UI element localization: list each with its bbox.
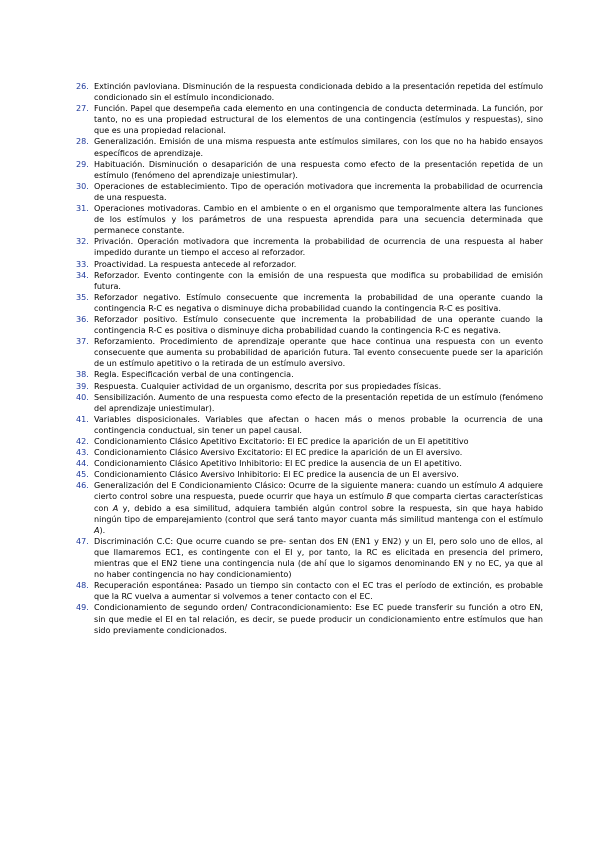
glossary-item-26 [76, 81, 543, 103]
item-number: 40. [76, 392, 89, 402]
item-term: Reforzador negativo. [94, 292, 181, 302]
glossary-item-27 [76, 103, 543, 136]
glossary-item-36 [76, 314, 543, 336]
item-definition: Estímulo consecuente que incrementa la probabilidad de una operante cuando la contingencia R-C es negativa o disminuye dicha probabilidad cuando la contingencia R-C es positiva. [94, 292, 543, 313]
item-definition: El EC predice la aparición de un El aversivo. [282, 448, 463, 458]
item-term: Función. [94, 104, 128, 114]
item-number: 48. [76, 581, 89, 591]
item-definition: Operación motivadora que incrementa la probabilidad de ocurrencia de una respuesta al haber impedido durante un tiempo el acceso al reforzador. [94, 237, 543, 258]
glossary-item-29 [76, 159, 543, 181]
item-term: Discriminación C.C: [94, 536, 174, 546]
glossary-item-44 [76, 458, 543, 469]
item-term: Variables disposicionales. [94, 414, 200, 424]
item-term: Recuperación espontánea: [94, 581, 202, 591]
item-term: Habituación. [94, 159, 145, 169]
glossary-item-42 [76, 436, 543, 447]
item-number: 26. [76, 82, 89, 91]
item-number: 31. [76, 204, 89, 214]
item-definition: El EC predice la ausencia de un El apetitivo. [282, 459, 462, 469]
item-number: 30. [76, 181, 89, 191]
item-definition: Disminución o desaparición de una respuesta como efecto de la presentación repetida de un estímulo (fenómeno del aprendizaje uniestimular). [94, 159, 543, 180]
item-definition: Emisión de una misma respuesta ante estímulos similares, con los que no ha habido ensayos específicos de aprendizaje. [94, 137, 543, 158]
glossary-item-31 [76, 203, 543, 236]
item-number: 33. [76, 259, 89, 269]
item-definition: Disminución de la respuesta condicionada debido a la presentación repetida del estímulo condicionado sin el estímulo incondicionado. [94, 82, 543, 103]
glossary-item-38 [76, 369, 543, 380]
item-term: Sensibilización. [94, 392, 156, 402]
glossary-item-34 [76, 270, 543, 292]
item-number: 43. [76, 448, 89, 458]
item-term: Condicionamiento Clásico Apetitivo Inhibitorio: [94, 459, 283, 469]
item-number: 46. [76, 481, 89, 491]
item-term: Extinción pavloviana. [94, 82, 181, 91]
glossary-item-43 [76, 447, 543, 458]
item-number: 38. [76, 370, 89, 380]
glossary-item-41 [76, 414, 543, 436]
glossary-item-46 [76, 480, 543, 535]
item-number: 37. [76, 337, 89, 347]
item-number: 36. [76, 314, 89, 324]
item-definition: Especificación verbal de una contingencia. [119, 370, 294, 380]
glossary-item-39 [76, 381, 543, 392]
item-number: 44. [76, 459, 89, 469]
glossary-item-47 [76, 536, 543, 580]
item-term: Respuesta. [94, 381, 139, 391]
item-term: Reforzador. [94, 270, 140, 280]
item-definition: Aumento de una respuesta como efecto de la presentación repetida de un estímulo (fenómeno del aprendizaje uniestimular). [94, 392, 543, 413]
item-term: Reforzador positivo. [94, 314, 178, 324]
item-number: 35. [76, 292, 89, 302]
item-number: 28. [76, 137, 89, 147]
item-term: Condicionamiento Clásico Aversivo Inhibitorio: [94, 470, 281, 480]
item-number: 32. [76, 237, 89, 247]
item-definition: Procedimiento de aprendizaje operante que hace continua una respuesta con un evento consecuente que aumenta su probabilidad de aparición futura. Tal evento consecuente puede ser la aparición de un estímulo apetitivo o la retirada de un estímulo aversivo. [94, 337, 543, 369]
item-definition: Estímulo consecuente que incrementa la probabilidad de una operante cuando la contingencia R-C es positiva o disminuye dicha probabilidad cuando la contingencia R-C es negativa. [94, 314, 543, 336]
item-term: Proactividad. [94, 259, 147, 269]
item-term: Generalización. [94, 137, 157, 147]
item-definition: Variables que afectan o hacen más o menos probable la ocurrencia de una contingencia conductual, sin tener un papel causal. [94, 414, 543, 435]
item-definition: Evento contingente con la emisión de una respuesta que modifica su probabilidad de emisión futura. [94, 270, 543, 291]
item-term: Privación. [94, 237, 134, 247]
glossary-list-b [76, 536, 543, 636]
item-number: 45. [76, 470, 89, 480]
glossary-page [76, 81, 543, 636]
glossary-item-37 [76, 336, 543, 369]
glossary-item-30 [76, 181, 543, 203]
item-number: 49. [76, 603, 89, 613]
item-term: Operaciones de establecimiento. [94, 181, 228, 191]
glossary-item-33 [76, 259, 543, 270]
item-definition: Pasado un tiempo sin contacto con el EC tras el período de extinción, es probable que la RC vuelva a aumentar si volvemos a tener contacto con el EC. [94, 581, 544, 602]
item-definition: Que ocurre cuando se pre- sentan dos EN (EN1 y EN2) y un EI, pero solo uno de ellos, al que llamaremos EC1, es contingente con el EI y, por tanto, la RC es elicitada en presencia del primero, mientras que el EN2 tiene una contingencia nula (de ahí que lo sigamos denominando EN y no EC, ya que al no haber contingencia no hay condicionamiento) [94, 536, 543, 580]
item-definition: Tipo de operación motivadora que incrementa la probabilidad de ocurrencia de una respuesta. [94, 181, 543, 202]
item-definition: Ese EC puede transferir su función a otro EN, sin que medie el EI en tal relación, es decir, se puede producir un condicionamiento entre estímulos que han sido previamente condicionados. [94, 603, 543, 635]
item-definition: El EC predice la aparición de un El apetititivo [284, 437, 469, 446]
item-definition: La respuesta antecede al reforzador. [146, 259, 297, 269]
glossary-item-28 [76, 136, 543, 158]
item-46-text: Generalización del E Condicionamiento Clásico: Ocurre de la siguiente manera: cuando un estímulo A adquiere cierto control sobre una respuesta, puede ocurrir que haya un estímulo B que comparta ciertas características con A y, debido a esa similitud, adquiera también algún control sobre la respuesta, sin que haya habido ningún tipo de emparejamiento (control que será tanto mayor cuanta más similitud mantenga con el estímulo A). [94, 481, 544, 535]
glossary-item-32 [76, 236, 543, 258]
item-number: 42. [76, 437, 89, 446]
item-term: Operaciones motivadoras. [94, 204, 201, 214]
item-number: 39. [76, 381, 89, 391]
item-definition: Cambio en el ambiente o en el organismo que temporalmente altera las funciones de los estímulos y los parámetros de una respuesta aprendida para una secuencia determinada que permanece constante. [94, 204, 543, 236]
glossary-item-48 [76, 580, 543, 602]
item-definition: Papel que desempeña cada elemento en una contingencia de conducta determinada. La función, por tanto, no es una propiedad estructural de los elementos de una contingencia (estímulos y respuestas), sino que es una propiedad relacional. [94, 104, 543, 136]
item-definition: Cualquier actividad de un organismo, descrita por sus propiedades físicas. [138, 381, 442, 391]
glossary-item-40 [76, 392, 543, 414]
item-term: Condicionamiento de segundo orden/ Contracondicionamiento: [94, 603, 352, 613]
item-term: Condicionamiento Clásico Aversivo Excitatorio: [94, 448, 283, 458]
glossary-list-a [76, 81, 543, 480]
glossary-item-49 [76, 602, 543, 635]
item-number: 29. [76, 159, 89, 169]
item-term: Reforzamiento. [94, 337, 156, 347]
item-definition: El EC predice la ausencia de un El aversivo. [280, 470, 459, 480]
item-term: Condicionamiento Clásico Apetitivo Excitatorio: [94, 437, 285, 446]
item-number: 41. [76, 414, 89, 424]
item-number: 47. [76, 536, 89, 546]
item-number: 34. [76, 270, 89, 280]
glossary-item-35 [76, 292, 543, 314]
item-number: 27. [76, 104, 89, 114]
glossary-item-45 [76, 469, 543, 480]
item-term: Regla. [94, 370, 120, 380]
